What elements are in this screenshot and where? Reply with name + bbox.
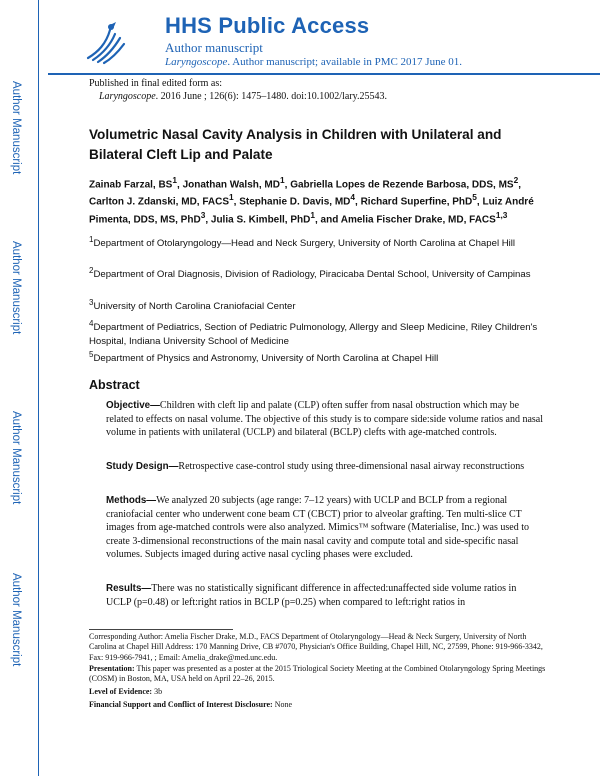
author-name: Amelia Fischer Drake, MD, FACS [340,213,496,225]
sidebar-label: Author Manuscript [10,81,22,175]
author-affiliation-ref: 1 [310,209,315,220]
author-name: Richard Superfine, PhD [360,196,473,208]
evidence-label: Level of Evidence: [89,687,153,696]
header-rule [48,73,600,75]
author-affiliation-ref: 1,3 [495,209,508,220]
affiliation-number: 2 [89,266,94,275]
abstract-results [106,582,544,609]
journal-name: Laryngoscope [165,56,228,68]
author-list: Zainab Farzal, $BS^1$, Jonathan Walsh, $MD^1$, Gabriella Lopes de Rezende Barbosa, DDS, $MS^2$, Carlton J. Zdanski, MD, FACS$^1$, Stephanie D. Davis, $MD^4$, Richard Superfine, PhD$^5$, Luiz André Pimenta, DDS, MS, PhD$^3$, Julia S. Kimbell, PhD$^1$, and Amelia Fischer Drake, MD, FACS$^{1,3}$ [89,175,534,225]
presentation-text: This paper was presented as a poster at the 2015 Triological Society Meeting at the Combined Otolaryngology Spring Meetings (COSM) in Boston, MA, USA held on April 22–26, 2015. [89,664,546,684]
author-affiliation-ref: 5 [472,192,477,203]
sidebar-label: Author Manuscript [10,573,22,667]
affiliation-number: 1 [89,235,94,244]
author-affiliation-ref: 2 [513,175,519,185]
citation-details: . 2016 June ; 126(6): 1475–1480. doi:10.1002/lary.25543. [155,91,387,102]
affiliation [89,296,559,314]
disclosure-text: None [272,700,293,709]
affiliation [89,317,559,348]
author-name: Carlton J. Zdanski, MD, FACS [89,196,230,208]
author-name: Julia S. Kimbell, PhD [210,213,311,225]
section-label: Methods— [106,495,157,506]
author-affiliation-ref: 1 [279,175,285,185]
abstract-objective [106,399,544,440]
abstract-heading: Abstract [89,378,140,392]
affiliation-text: Department of Pediatrics, Section of Pediatric Pulmonology, Allergy and Sleep Medicine, Riley Children's Hospital, Indiana University School of Medicine [89,322,538,347]
author-manuscript-sidebar [0,0,48,776]
presentation-label: Presentation: [89,664,135,673]
affiliation [89,348,559,366]
author-affiliation-ref: 1 [172,175,177,185]
evidence-note [89,687,549,697]
citation-journal: Laryngoscope [99,91,156,102]
presentation-note [89,664,549,685]
publication-info [89,77,387,103]
citation [89,90,387,103]
abstract-study-design [106,460,544,474]
manuscript-type: Author manuscript [165,40,263,55]
affiliation-text: Department of Physics and Astronomy, University of North Carolina at Chapel Hill [93,353,439,365]
affiliation-number: 5 [89,350,94,359]
published-label: Published in final edited form as: [89,78,223,89]
author-name: Zainab Farzal, BS [89,179,173,191]
evidence-text: 3b [152,687,163,696]
sidebar-label: Author Manuscript [10,411,22,505]
author-name: Stephanie D. Davis, MD [239,196,351,208]
affiliation-text: Department of Otolaryngology—Head and Neck Surgery, University of North Carolina at Chapel Hill [93,238,516,250]
hhs-title: HHS Public Access [165,13,370,38]
affiliation-number: 4 [89,319,94,328]
sidebar-divider [38,0,39,776]
section-text: There was no statistically significant difference in affected:unaffected side volume ratios in UCLP (p=0.48) or left:right ratios in BCLP (p=0.25) when compared to left:right ratios in [106,583,517,608]
section-label: Study Design— [106,461,179,472]
author-affiliation-ref: 4 [350,192,356,203]
section-text: Children with cleft lip and palate (CLP) often suffer from nasal obstruction which may be related to effects on nasal volume. The objective of this study is to compare side:side volume ratios and nasal volume in patients with unilateral (UCLP) and bilateral (BCLP) clefts with age-matched controls. [106,400,544,439]
disclosure-label: Financial Support and Conflict of Interest Disclosure: [89,700,273,709]
corresponding-author-note: Corresponding Author: Amelia Fischer Drake, M.D., FACS Department of Otolaryngology—Head & Neck Surgery, University of North Carolina at Chapel Hill Address: 170 Manning Drive, CB #7070, Physician's Office Building, Chapel Hill, NC, 27599, Phone: 919-966-3342, Fax: 919-966-7941, ; Email: Amelia_drake@med.unc.edu. [89,632,543,662]
section-text: We analyzed 20 subjects (age range: 7–12 years) with UCLP and BCLP from a regional craniofacial center who underwent cone beam CT (CBCT) prior to alveolar grafting. Ten multi-slice CT images from age-matched controls were also analyzed. Mimics™ software (Materialise, Inc.) was used to create 3-dimensional reconstructions of the main nasal cavity and compute total and side-specific nasal volumes. Subjects imaged during active nasal cycling phases were excluded. [106,495,529,561]
author-affiliation-ref: 1 [229,192,234,203]
author-name: Gabriella Lopes de Rezende Barbosa, DDS, MS [290,179,514,191]
author-name: Jonathan Walsh, MD [182,179,280,191]
sidebar-label: Author Manuscript [10,241,22,335]
availability-text: . Author manuscript; available in PMC 2017 June 01. [227,56,462,68]
hhs-header [48,0,600,76]
footnote-rule [89,629,233,630]
article-title: Volumetric Nasal Cavity Analysis in Children with Unilateral and Bilateral Cleft Lip and Palate [89,127,502,162]
hhs-eagle-logo-icon [80,18,130,68]
affiliation-text: University of North Carolina Craniofacial Center [93,301,296,313]
author-affiliation-ref: 3 [200,209,206,220]
availability-note [165,56,462,68]
abstract-methods [106,494,544,562]
affiliation-number: 3 [89,298,94,307]
affiliation-text: Department of Oral Diagnosis, Division of Radiology, Piracicaba Dental School, University of Campinas [93,269,531,281]
section-label: Results— [106,583,152,594]
disclosure-note [89,700,549,710]
affiliation [89,264,559,282]
author-name: Luiz André Pimenta, DDS, MS, PhD [89,196,534,225]
section-label: Objective— [106,400,160,411]
section-text: Retrospective case-control study using three-dimensional nasal airway reconstructions [178,461,525,472]
affiliation [89,233,559,251]
